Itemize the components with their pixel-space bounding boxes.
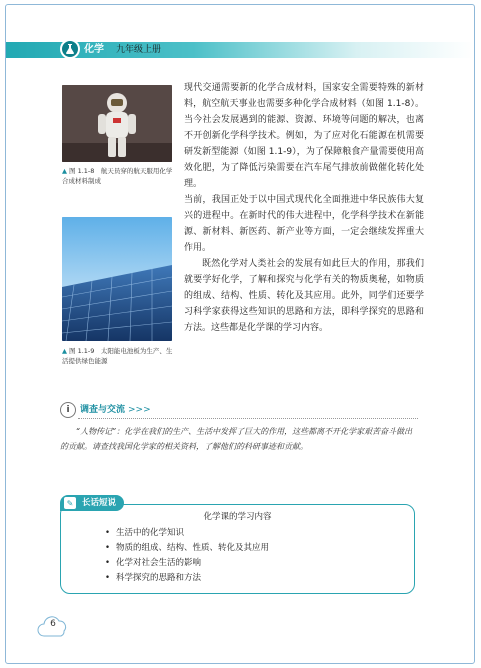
list-item: • 生活中的化学知识 — [105, 526, 269, 541]
paragraph-1: 现代交通需要新的化学合成材料，国家安全需要特殊的新材料，航空航天事业也需要多种化学合成材料（如图 1.1-8）。当今社会发展遇到的能源、资源、环境等问题的解决，也离不开创新化学科学技术。例如，为了应对化石能源在机需要研发新型能源（如图 1.1-9），为了保障粮食产量需要使用高效化肥，为了降低污染需要在汽车尾气排放前做催化转化处理。 — [184, 83, 424, 189]
header-subject: 化学 — [84, 44, 104, 55]
flask-icon — [60, 39, 80, 59]
caption-marker-icon: ▲ — [62, 347, 67, 355]
list-item: • 科学探究的思路和方法 — [105, 571, 269, 586]
figure-caption-2: ▲ 图 1.1-9 太阳能电池板为生产、生活提供绿色能源 — [62, 347, 173, 365]
divider — [78, 418, 418, 419]
investigation-icon: i — [60, 402, 76, 418]
astronaut-photo — [62, 85, 172, 162]
summary-tag: 长话短说 — [60, 495, 124, 511]
caption-marker-icon: ▲ — [62, 167, 67, 175]
figure-caption-1: ▲ 图 1.1-8 航天员穿的航天服用化学合成材料制成 — [62, 167, 173, 185]
investigation-title: 调查与交流 >>> — [80, 405, 151, 415]
investigation-text: “人物传记”：化学在我们的生产、生活中发挥了巨大的作用，这些都离不开化学家艰苦奋斗做出的贡献。请查找我国化学家的相关资料，了解他们的科研事迹和贡献。 — [60, 427, 413, 451]
page-number: 6 — [50, 619, 56, 629]
arrows-icon: >>> — [128, 405, 151, 415]
list-item: • 物质的组成、结构、性质、转化及其应用 — [105, 541, 269, 556]
summary-heading: 化学课的学习内容 — [203, 512, 272, 522]
summary-list — [105, 526, 269, 586]
body-text — [184, 80, 424, 336]
list-item: • 化学对社会生活的影响 — [105, 556, 269, 571]
solar-panel-photo — [62, 217, 172, 341]
paragraph-2: 当前，我国正处于以中国式现代化全面推进中华民族伟大复兴的进程中。在新时代的伟大进程中，化学科学技术在新能源、新材料、新医药、新产业等方面，一定会继续发挥重大作用。 — [184, 195, 424, 253]
header-grade: 九年级上册 — [116, 45, 162, 55]
paragraph-3: 既然化学对人类社会的发展有如此巨大的作用，那我们就要学好化学，了解和探究与化学有关的物质奥秘，如物质的组成、结构、性质、转化及其应用。此外，同学们还要学习科学家获得这些知识的思路和方法，即科学探究的思路和方法。这些都是化学课的学习内容。 — [184, 259, 424, 333]
chat-icon: ✎ — [64, 497, 76, 509]
